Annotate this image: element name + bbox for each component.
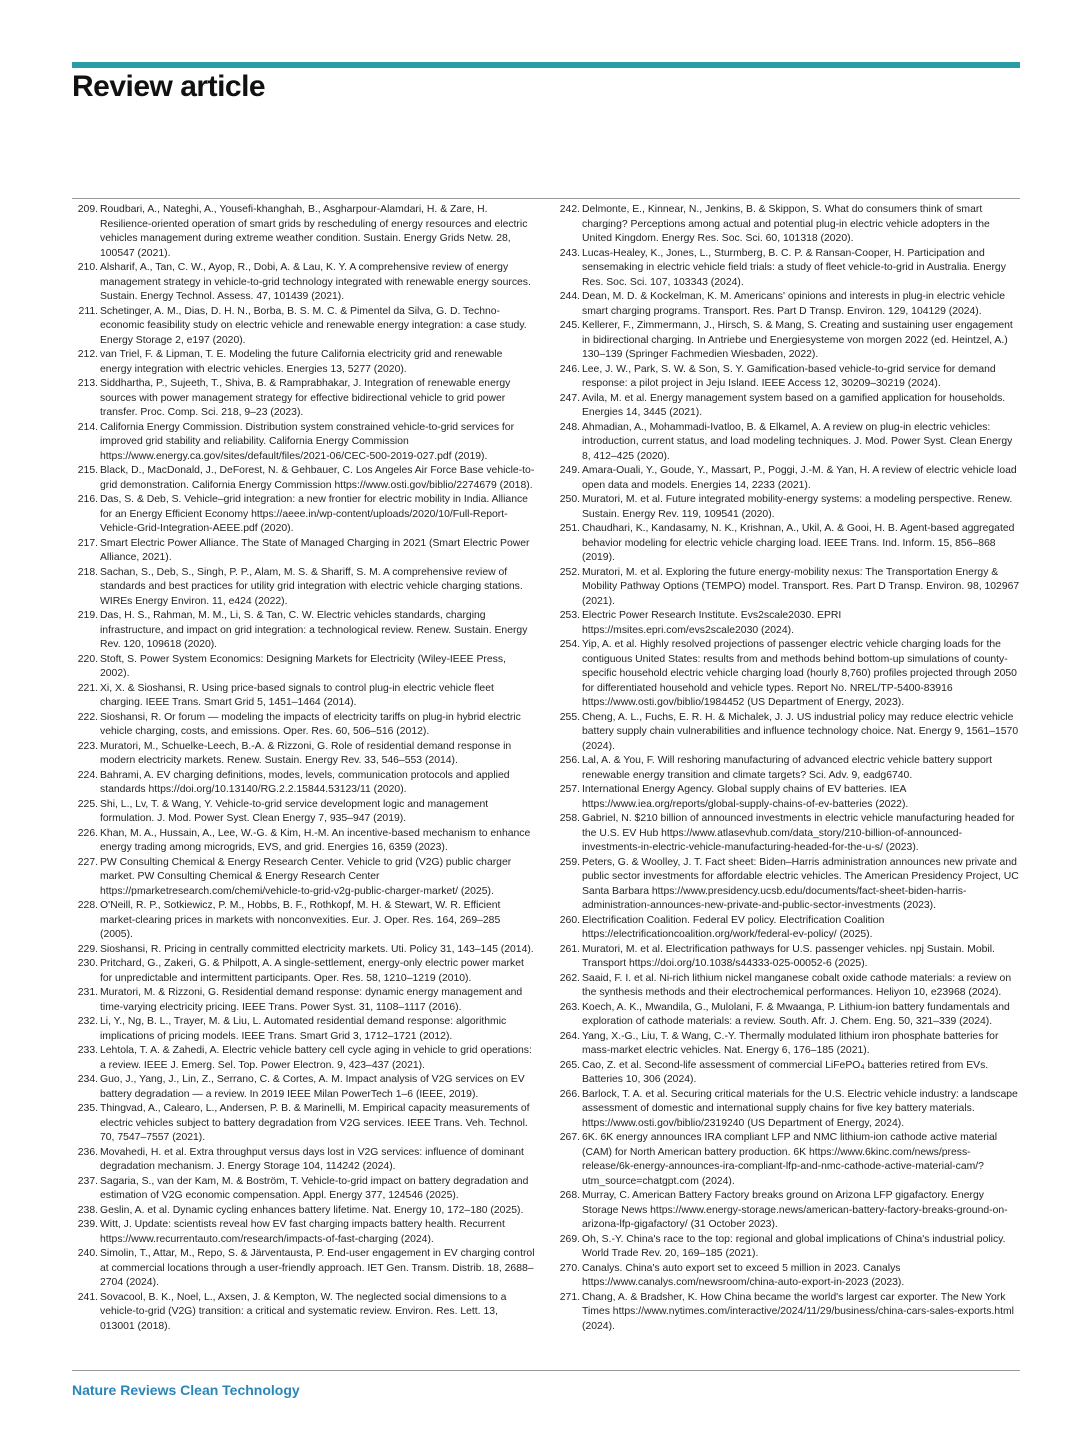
- reference-item: [554, 812, 1020, 856]
- reference-item: [72, 711, 535, 740]
- reference-text: Shi, L., Lv, T. & Wang, Y. Vehicle-to-grid service development logic and management formulation. J. Mod. Power Syst. Clean Energy 7, 935–947 (2019).: [100, 798, 489, 824]
- page-title: Review article: [72, 70, 266, 103]
- reference-item: [554, 943, 1020, 972]
- reference-text: Electric Power Research Institute. Evs2scale2030. EPRI https://msites.epri.com/evs2scale2030 (2024).: [582, 610, 842, 636]
- reference-number: 269.: [559, 1233, 580, 1245]
- reference-number: 270.: [559, 1262, 580, 1274]
- reference-item: [554, 1030, 1020, 1059]
- reference-item: [72, 1073, 535, 1102]
- reference-number: 243.: [559, 247, 580, 259]
- header-accent-bar: [72, 62, 1020, 68]
- reference-text: Murray, C. American Battery Factory breaks ground on Arizona LFP gigafactory. Energy Storage News https://www.energy-storage.news/american-battery-factory-breaks-ground-on-arizona-lfp-gigafactory/ (31 October 2023).: [582, 1190, 1008, 1230]
- reference-number: 248.: [559, 421, 580, 433]
- reference-number: 229.: [77, 943, 98, 955]
- reference-text: International Energy Agency. Global supply chains of EV batteries. IEA https://www.iea.org/reports/global-supply-chains-of-ev-batteries (2022).: [582, 784, 909, 810]
- reference-item: [554, 1233, 1020, 1262]
- reference-number: 235.: [77, 1103, 98, 1114]
- reference-text: Cao, Z. et al. Second-life assessment of commercial LiFePO₄ batteries retired from EVs. Batteries 10, 306 (2024).: [582, 1059, 989, 1085]
- reference-item: [72, 609, 535, 653]
- reference-number: 211.: [78, 305, 98, 317]
- reference-item: [72, 957, 535, 986]
- reference-text: Canalys. China's auto export set to exceed 5 million in 2023. Canalys https://www.canalys.com/newsroom/china-auto-export-in-2023 (2023).: [582, 1262, 905, 1288]
- reference-number: 237.: [77, 1175, 98, 1187]
- reference-text: Lucas-Healey, K., Jones, L., Sturmberg, B. C. P. & Ransan-Cooper, H. Participation and sensemaking in electric vehicle field trials: a study of fleet vehicle-to-grid in Australia. Energy Res. Soc. Sci. 107, 103343 (2024).: [582, 247, 1006, 288]
- reference-item: [72, 827, 535, 856]
- reference-number: 219.: [77, 610, 98, 621]
- reference-item: [72, 682, 535, 711]
- reference-item: [72, 943, 535, 958]
- reference-number: 218.: [77, 566, 98, 578]
- reference-text: Saaid, F. I. et al. Ni-rich lithium nickel manganese cobalt oxide cathode materials: a review on the synthesis methods and their electrochemical performances. Heliyon 10, e23968 (2024).: [582, 972, 1012, 998]
- reference-text: Witt, J. Update: scientists reveal how EV fast charging impacts battery health. Recurrent https://www.recurrentauto.com/research/impacts-of-fast-charging (2024).: [100, 1219, 505, 1245]
- reference-text: Gabriel, N. $210 billion of announced investments in electric vehicle manufacturing headed for the U.S. EV Hub https://www.atlasevhub.com/data_story/210-billion-of-announced-investments-in-electric-vehicle-manufacturing-headed-for-the-u-s/ (2023).: [582, 813, 1015, 853]
- reference-text: Electrification Coalition. Federal EV policy. Electrification Coalition https://electrificationcoalition.org/work/federal-ev-policy/ (2025).: [582, 914, 885, 940]
- reference-item: [72, 305, 535, 349]
- footer-divider: [72, 1370, 1020, 1371]
- reference-number: 245.: [559, 320, 580, 331]
- reference-item: [72, 653, 535, 682]
- reference-number: 225.: [77, 798, 98, 810]
- reference-text: Thingvad, A., Calearo, L., Andersen, P. B. & Marinelli, M. Empirical capacity measurements of electric vehicles subject to battery degradation from V2G services. IEEE Trans. Veh. Technol. 70, 7547–7557 (2021).: [100, 1103, 530, 1143]
- reference-text: Avila, M. et al. Energy management system based on a gamified application for households. Energies 14, 3445 (2021).: [582, 392, 1006, 418]
- reference-text: Chaudhari, K., Kandasamy, N. K., Krishnan, A., Ukil, A. & Gooi, H. B. Agent-based aggregated behavior modeling for electric vehicle charging load. IEEE Trans. Ind. Inform. 15, 856–868 (2019).: [582, 523, 1015, 563]
- reference-item: [554, 972, 1020, 1001]
- reference-number: 226.: [77, 827, 98, 839]
- reference-number: 250.: [559, 494, 580, 505]
- reference-number: 271.: [559, 1291, 580, 1303]
- reference-number: 239.: [77, 1219, 98, 1230]
- reference-number: 222.: [77, 711, 98, 723]
- reference-text: Sioshansi, R. Pricing in centrally committed electricity markets. Uti. Policy 31, 143–145 (2014).: [100, 943, 534, 955]
- reference-text: Das, S. & Deb, S. Vehicle–grid integration: a new frontier for electric mobility in India. Alliance for an Energy Efficient Economy https://aeee.in/wp-content/uploads/2020/10/Full-Report-Vehicle-Grid-Integration-AEEE.pdf (2020).: [100, 494, 528, 534]
- reference-number: 224.: [77, 769, 98, 781]
- reference-number: 240.: [77, 1248, 98, 1259]
- reference-text: Chang, A. & Bradsher, K. How China became the world's largest car exporter. The New York Times https://www.nytimes.com/interactive/2024/11/29/business/china-cars-sales-exports.html (2024).: [582, 1291, 1014, 1332]
- reference-item: [72, 377, 535, 421]
- reference-item: [72, 769, 535, 798]
- reference-text: Lal, A. & You, F. Will reshoring manufacturing of advanced electric vehicle battery support renewable energy transition and climate targets? Sci. Adv. 9, eadg6740.: [582, 755, 993, 781]
- reference-item: [72, 203, 535, 261]
- reference-item: [554, 1001, 1020, 1030]
- reference-item: [554, 609, 1020, 638]
- reference-number: 254.: [559, 639, 580, 650]
- reference-number: 214.: [77, 421, 98, 433]
- reference-number: 261.: [559, 943, 580, 955]
- reference-number: 242.: [559, 204, 580, 215]
- reference-item: [554, 203, 1020, 247]
- reference-text: 6K. 6K energy announces IRA compliant LFP and NMC lithium-ion cathode active material (CAM) for North American battery production. 6K https://www.6kinc.com/news/press-release/6k-energy-announces-ira-compliant-lfp-and-nmc-cathode-active-material-cam/?utm_source=chatgpt.com (2024).: [582, 1132, 998, 1187]
- reference-item: [554, 638, 1020, 711]
- reference-item: [72, 1146, 535, 1175]
- reference-text: Barlock, T. A. et al. Securing critical materials for the U.S. Electric vehicle industry: a landscape assessment of domestic and international supply chains for five key battery materials. https://www.osti.gov/biblio/2319240 (US Department of Energy, 2024).: [582, 1088, 1018, 1129]
- reference-item: [554, 856, 1020, 914]
- reference-text: O'Neill, R. P., Sotkiewicz, P. M., Hobbs, B. F., Rothkopf, M. H. & Stewart, W. R. Efficient market-clearing prices in markets with nonconvexities. Eur. J. Oper. Res. 164, 269–285 (2005).: [100, 900, 501, 940]
- reference-text: Sovacool, B. K., Noel, L., Axsen, J. & Kempton, W. The neglected social dimensions to a vehicle-to-grid (V2G) transition: a critical and systematic review. Environ. Res. Lett. 13, 013001 (2018).: [100, 1291, 507, 1332]
- reference-item: [72, 1044, 535, 1073]
- reference-item: [72, 798, 535, 827]
- reference-number: 233.: [77, 1045, 98, 1056]
- reference-number: 236.: [77, 1146, 98, 1158]
- journal-name: Nature Reviews Clean Technology: [72, 1382, 300, 1398]
- reference-number: 249.: [559, 465, 580, 476]
- reference-text: Movahedi, H. et al. Extra throughput versus days lost in V2G services: influence of dominant degradation mechanism. J. Energy Storage 104, 114242 (2024).: [100, 1146, 524, 1172]
- reference-number: 268.: [559, 1190, 580, 1201]
- reference-text: Das, H. S., Rahman, M. M., Li, S. & Tan, C. W. Electric vehicles standards, charging infrastructure, and impact on grid integration: a technological review. Renew. Sustain. Energy Rev. 120, 109618 (2020).: [100, 610, 528, 650]
- reference-number: 262.: [559, 972, 580, 984]
- reference-item: [72, 1015, 535, 1044]
- reference-item: [554, 1088, 1020, 1132]
- reference-text: Amara-Ouali, Y., Goude, Y., Massart, P., Poggi, J.-M. & Yan, H. A review of electric vehicle load open data and models. Energies 14, 2233 (2021).: [582, 465, 1017, 491]
- reference-text: Kellerer, F., Zimmermann, J., Hirsch, S. & Mang, S. Creating and sustaining user engagement in bidirectional charging. In Antriebe und Energiesysteme von morgen 2022 (ed. Heintzel, A.) 130–139 (Springer Fachmedien Wiesbaden, 2022).: [582, 320, 1013, 360]
- reference-item: [554, 711, 1020, 755]
- reference-text: Muratori, M. & Rizzoni, G. Residential demand response: dynamic energy management and time-varying electricity pricing. IEEE Trans. Power Syst. 31, 1108–1117 (2016).: [100, 987, 523, 1013]
- reference-item: [72, 464, 535, 493]
- reference-text: Koech, A. K., Mwandila, G., Mulolani, F. & Mwaanga, P. Lithium-ion battery fundamentals and exploration of cathode materials: a review. South. Afr. J. Chem. Eng. 50, 321–339 (2024).: [582, 1001, 1010, 1027]
- reference-number: 217.: [77, 537, 98, 549]
- reference-number: 238.: [77, 1204, 98, 1216]
- reference-text: Simolin, T., Attar, M., Repo, S. & Järventausta, P. End-user engagement in EV charging control at commercial locations through a user-friendly approach. IET Gen. Transm. Distrib. 18, 2688–2704 (2024).: [100, 1248, 535, 1288]
- reference-item: [72, 899, 535, 943]
- reference-item: [72, 856, 535, 900]
- reference-item: [554, 290, 1020, 319]
- reference-item: [72, 348, 535, 377]
- reference-number: 246.: [559, 363, 580, 375]
- reference-text: Yip, A. et al. Highly resolved projections of passenger electric vehicle charging loads for the contiguous United States: results from and methods behind bottom-up simulations of county-specific household electric vehicle charging load (hourly 8,760) profiles projected through 2050 for differentiated household and vehicle types. Report No. NREL/TP-5400-83916 https://www.osti.gov/biblio/1984452 (US Department of Energy, 2023).: [582, 639, 1017, 708]
- reference-item: [554, 1262, 1020, 1291]
- reference-number: 212.: [77, 349, 98, 360]
- reference-item: [72, 1102, 535, 1146]
- reference-text: Schetinger, A. M., Dias, D. H. N., Borba, B. S. M. C. & Pimentel da Silva, G. D. Techno-economic feasibility study on electric vehicle and renewable energy integration: a case study. Energy Storage 2, e197 (2020).: [100, 305, 527, 346]
- reference-text: Muratori, M. et al. Future integrated mobility-energy systems: a modeling perspective. Renew. Sustain. Energy Rev. 119, 109541 (2020).: [582, 494, 1013, 520]
- reference-text: Xi, X. & Sioshansi, R. Using price-based signals to control plug-in electric vehicle fleet charging. IEEE Trans. Smart Grid 5, 1451–1464 (2014).: [100, 682, 494, 708]
- reference-number: 259.: [559, 856, 580, 868]
- reference-text: Ahmadian, A., Mohammadi-Ivatloo, B. & Elkamel, A. A review on plug-in electric vehicles: introduction, current status, and load modeling techniques. J. Mod. Power Syst. Clean Energy 8, 412–425 (2020).: [582, 421, 1013, 462]
- reference-text: Sagaria, S., van der Kam, M. & Boström, T. Vehicle-to-grid impact on battery degradation and estimation of V2G economic compensation. Appl. Energy 377, 124546 (2025).: [100, 1175, 529, 1201]
- reference-item: [72, 1291, 535, 1335]
- reference-item: [554, 754, 1020, 783]
- reference-number: 220.: [77, 653, 98, 665]
- reference-text: Smart Electric Power Alliance. The State of Managed Charging in 2021 (Smart Electric Power Alliance, 2021).: [100, 537, 530, 563]
- reference-text: Khan, M. A., Hussain, A., Lee, W.-G. & Kim, H.-M. An incentive-based mechanism to enhance energy trading among microgrids, EVS, and grid. Energies 16, 6359 (2023).: [100, 827, 531, 853]
- reference-item: [72, 1247, 535, 1291]
- reference-number: 265.: [559, 1059, 580, 1071]
- reference-number: 252.: [559, 566, 580, 578]
- reference-number: 256.: [559, 755, 580, 766]
- reference-item: [554, 247, 1020, 291]
- reference-number: 221.: [77, 682, 98, 694]
- reference-text: Cheng, A. L., Fuchs, E. R. H. & Michalek, J. J. US industrial policy may reduce electric vehicle battery supply chain vulnerabilities and influence technology choice. Nat. Energy 9, 1561–1570 (2024).: [582, 711, 1019, 752]
- reference-item: [72, 493, 535, 537]
- references-column-right: [554, 203, 1020, 1334]
- reference-number: 234.: [77, 1074, 98, 1085]
- reference-text: Li, Y., Ng, B. L., Trayer, M. & Liu, L. Automated residential demand response: algorithmic implications of pricing models. IEEE Trans. Smart Grid 3, 1712–1721 (2012).: [100, 1016, 507, 1042]
- reference-text: Sioshansi, R. Or forum — modeling the impacts of electricity tariffs on plug-in hybrid electric vehicle charging, costs, and emissions. Oper. Res. 60, 506–516 (2012).: [100, 711, 521, 737]
- reference-item: [72, 1175, 535, 1204]
- reference-text: Alsharif, A., Tan, C. W., Ayop, R., Dobi, A. & Lau, K. Y. A comprehensive review of energy management strategy in vehicle-to-grid technology integrated with renewable energy sources. Sustain. Energy Technol. Assess. 47, 101439 (2021).: [100, 262, 531, 302]
- reference-number: 258.: [559, 813, 580, 824]
- reference-number: 266.: [559, 1088, 580, 1100]
- reference-number: 241.: [77, 1291, 98, 1303]
- reference-number: 230.: [77, 958, 98, 969]
- reference-text: Muratori, M., Schuelke-Leech, B.-A. & Rizzoni, G. Role of residential demand response in modern electricity markets. Renew. Sustain. Energy Rev. 33, 546–553 (2014).: [100, 740, 512, 766]
- reference-number: 209.: [77, 204, 98, 215]
- reference-text: Black, D., MacDonald, J., DeForest, N. & Gehbauer, C. Los Angeles Air Force Base vehicle-to-grid demonstration. California Energy Commission https://www.osti.gov/biblio/2274679 (2018).: [100, 465, 535, 491]
- reference-text: Lee, J. W., Park, S. W. & Son, S. Y. Gamification-based vehicle-to-grid service for demand response: a pilot project in Jeju Island. IEEE Access 12, 30209–30219 (2024).: [582, 363, 996, 389]
- references-column-left: [72, 203, 535, 1334]
- reference-item: [554, 319, 1020, 363]
- reference-number: 231.: [77, 987, 98, 998]
- reference-item: [554, 522, 1020, 566]
- reference-number: 264.: [559, 1030, 580, 1042]
- reference-number: 263.: [559, 1001, 580, 1013]
- reference-number: 216.: [77, 494, 98, 505]
- reference-item: [72, 1218, 535, 1247]
- reference-item: [554, 783, 1020, 812]
- reference-item: [554, 464, 1020, 493]
- reference-number: 215.: [77, 465, 98, 476]
- reference-number: 257.: [559, 784, 580, 795]
- reference-text: PW Consulting Chemical & Energy Research Center. Vehicle to grid (V2G) public charger market. PW Consulting Chemical & Energy Research Center https://pmarketresearch.com/chemi/vehicle-to-grid-v2g-public-charger-market/ (2025).: [100, 856, 512, 897]
- reference-text: Sachan, S., Deb, S., Singh, P. P., Alam, M. S. & Shariff, S. M. A comprehensive review of standards and best practices for utility grid integration with electric vehicle charging stations. WIREs Energy Environ. 11, e424 (2022).: [100, 566, 523, 607]
- reference-item: [554, 421, 1020, 465]
- reference-item: [72, 261, 535, 305]
- reference-text: Muratori, M. et al. Exploring the future energy-mobility nexus: The Transportation Energy & Mobility Pathway Options (TEMPO) model. Transport. Res. Part D Transp. Environ. 98, 102967 (2021).: [582, 566, 1020, 607]
- reference-text: Lehtola, T. A. & Zahedi, A. Electric vehicle battery cell cycle aging in vehicle to grid operations: a review. IEEE J. Emerg. Sel. Top. Power Electron. 9, 423–437 (2021).: [100, 1045, 532, 1071]
- reference-item: [72, 740, 535, 769]
- reference-text: Peters, G. & Woolley, J. T. Fact sheet: Biden–Harris administration announces new private and public sector investments for affordable electric vehicles. The American Presidency Project, UC Santa Barbara https://www.presidency.ucsb.edu/documents/fact-sheet-biden-harris-administration-announces-new-private-and-public-sector-investments (2023).: [582, 856, 1019, 911]
- reference-item: [72, 566, 535, 610]
- reference-item: [554, 392, 1020, 421]
- reference-number: 255.: [559, 711, 580, 723]
- reference-number: 227.: [77, 856, 98, 868]
- reference-text: Roudbari, A., Nateghi, A., Yousefi-khanghah, B., Asgharpour-Alamdari, H. & Zare, H. Resilience-oriented operation of smart grids by rescheduling of energy resources and electric vehicles management during extreme weather condition. Sustain. Energy Grids Netw. 28, 100547 (2021).: [100, 204, 528, 259]
- reference-number: 253.: [559, 610, 580, 621]
- reference-text: Muratori, M. et al. Electrification pathways for U.S. passenger vehicles. npj Sustain. Mobil. Transport https://doi.org/10.1038/s44333-025-00052-6 (2025).: [582, 943, 995, 969]
- header-divider: [72, 198, 1020, 199]
- reference-item: [554, 566, 1020, 610]
- reference-item: [72, 537, 535, 566]
- reference-number: 247.: [559, 392, 580, 404]
- reference-item: [554, 1059, 1020, 1088]
- reference-number: 267.: [559, 1132, 580, 1143]
- reference-text: Oh, S.-Y. China's race to the top: regional and global implications of China's industrial policy. World Trade Rev. 20, 169–185 (2021).: [582, 1233, 1006, 1259]
- reference-item: [554, 1291, 1020, 1335]
- reference-item: [554, 363, 1020, 392]
- reference-text: Geslin, A. et al. Dynamic cycling enhances battery lifetime. Nat. Energy 10, 172–180 (2025).: [100, 1204, 524, 1216]
- reference-item: [72, 1204, 535, 1219]
- reference-text: Delmonte, E., Kinnear, N., Jenkins, B. & Skippon, S. What do consumers think of smart charging? Perceptions among actual and potential plug-in electric vehicle adopters in the United Kingdom. Energy Res. Soc. Sci. 60, 101318 (2020).: [582, 204, 990, 244]
- reference-item: [554, 1131, 1020, 1189]
- reference-text: Siddhartha, P., Sujeeth, T., Shiva, B. & Ramprabhakar, J. Integration of renewable energy sources with power management strategy for effective bidirectional vehicle to grid power transfer. Proc. Comp. Sci. 218, 9–23 (2023).: [100, 378, 511, 418]
- reference-item: [72, 986, 535, 1015]
- reference-number: 213.: [77, 378, 98, 389]
- reference-text: Yang, X.-G., Liu, T. & Wang, C.-Y. Thermally modulated lithium iron phosphate batteries for mass-market electric vehicles. Nat. Energy 6, 176–185 (2021).: [582, 1030, 999, 1056]
- reference-item: [554, 914, 1020, 943]
- reference-number: 260.: [559, 914, 580, 926]
- reference-number: 244.: [559, 291, 580, 302]
- reference-text: van Triel, F. & Lipman, T. E. Modeling the future California electricity grid and renewable energy integration with electric vehicles. Energies 13, 5277 (2020).: [100, 349, 503, 375]
- reference-number: 232.: [77, 1016, 98, 1027]
- reference-text: Pritchard, G., Zakeri, G. & Philpott, A. A single-settlement, energy-only electric power market for unpredictable and intermittent participants. Oper. Res. 58, 1210–1219 (2010).: [100, 958, 524, 984]
- reference-number: 251.: [559, 523, 580, 534]
- reference-text: Bahrami, A. EV charging definitions, modes, levels, communication protocols and applied standards https://doi.org/10.13140/RG.2.2.15844.53123/11 (2020).: [100, 769, 510, 795]
- reference-text: Dean, M. D. & Kockelman, K. M. Americans' opinions and interests in plug-in electric vehicle smart charging programs. Transport. Res. Part D Transp. Environ. 129, 104129 (2024).: [582, 291, 1005, 317]
- reference-number: 228.: [77, 900, 98, 911]
- reference-text: Guo, J., Yang, J., Lin, Z., Serrano, C. & Cortes, A. M. Impact analysis of V2G services on EV battery degradation — a review. In 2019 IEEE Milan PowerTech 1–6 (IEEE, 2019).: [100, 1074, 525, 1100]
- reference-text: California Energy Commission. Distribution system constrained vehicle-to-grid services for improved grid stability and reliability. California Energy Commission https://www.energy.ca.gov/sites/default/files/2021-06/CEC-500-2019-027.pdf (2019).: [100, 421, 515, 462]
- reference-item: [554, 493, 1020, 522]
- reference-number: 223.: [77, 740, 98, 752]
- reference-text: Stoft, S. Power System Economics: Designing Markets for Electricity (Wiley-IEEE Press, 2002).: [100, 653, 506, 679]
- reference-item: [72, 421, 535, 465]
- reference-item: [554, 1189, 1020, 1233]
- reference-number: 210.: [77, 262, 98, 273]
